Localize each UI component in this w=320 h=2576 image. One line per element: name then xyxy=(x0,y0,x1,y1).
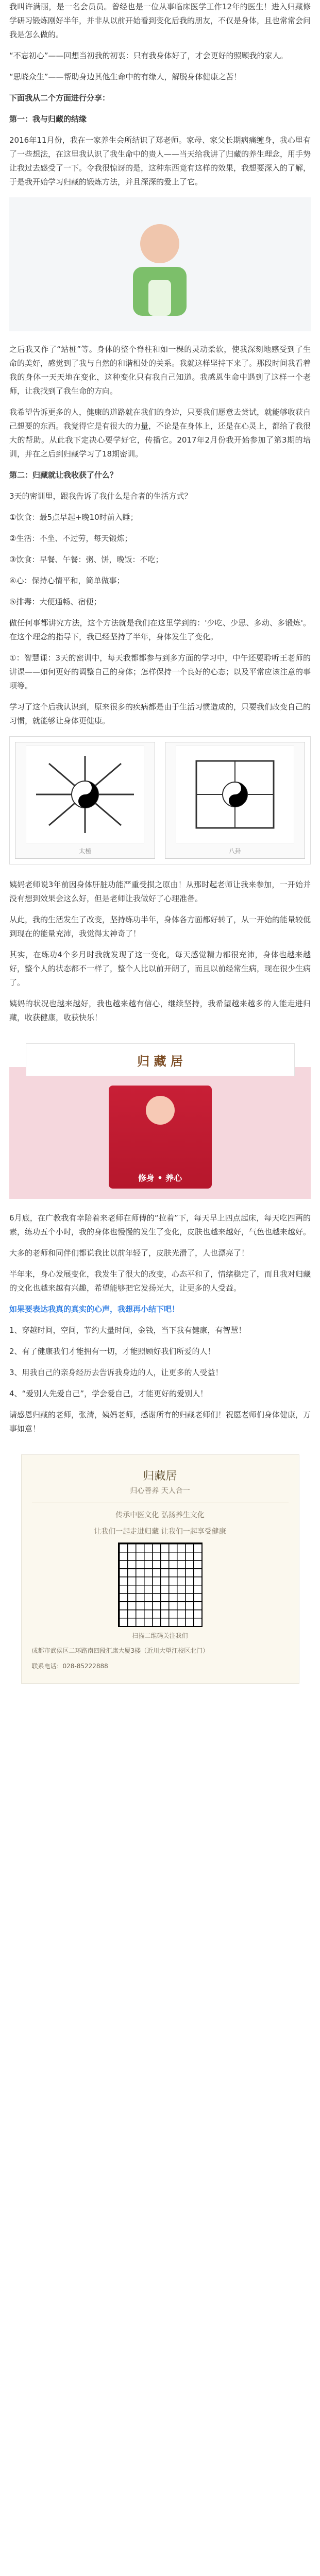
bagua-left xyxy=(15,742,155,859)
portrait-photo xyxy=(9,197,311,331)
section4-heading: 如果要表达我真的真实的心声，我想再小结下吧！ xyxy=(9,1304,180,1314)
meditation-figure xyxy=(109,1086,212,1189)
footer-slogan: 归心善养 天人合一 xyxy=(130,1487,190,1495)
section2-list xyxy=(9,511,311,609)
footer-address: 成都市武侯区二环路南四段汇康大厦3楼（近川大望江校区北门） xyxy=(31,1647,209,1654)
story-paragraph-1: 2016年11月份，我在一家养生会所结识了郑老师。家母、家父长期病痛缠身，我心里有了一些想法，在这里我认识了我生命中的贵人——当天给我讲了归藏的养生理念，用手势让我过去感受了一下。令我很惊讶的是，这种东西竟有这样的效果，我想要深入的了解，于是我开始学习归藏的锻炼方法，并且深深的爱上了它。 xyxy=(9,135,311,187)
meditation-head xyxy=(146,1096,175,1125)
section2-paragraph-3: 学习了这个后我认识到，原来很多的疾病都是由于生活习惯造成的，只要我们改变自己的习惯，就能够让身体更健康。 xyxy=(9,702,311,725)
section2-paragraph-2: ①：智慧课：3天的密训中，每天我都都参与到多方面的学习中，中午还要聆听王老师的讲课——如何更好的调整自己的身体；怎样保持一个良好的心态；以及平常应该注意的事项等。 xyxy=(9,653,311,690)
section4-list-item: 4、“爱别人先爱自己”，学会爱自己，才能更好的爱别人！ xyxy=(9,1389,208,1398)
bagua-figure xyxy=(9,736,311,865)
section3-paragraph-3: 其实，在练功4个多月时我就发现了这一变化，每天感觉精力都很充沛，身体也越来越好，整个人的状态都不一样了，整个人比以前开朗了，而且以前经常生病，现在很少生病了。 xyxy=(9,950,311,987)
qr-code-icon[interactable] xyxy=(118,1543,203,1627)
bagua-left-caption: 太極 xyxy=(79,848,92,855)
banner-sign xyxy=(26,1043,295,1076)
footer-phone: 联系电话：028-85222888 xyxy=(31,1663,108,1670)
story-paragraph-3: 我希望告诉更多的人，健康的道路就在我们的身边，只要我们愿意去尝试，就能够收获自己想要的东西。我觉得它是有很大的力量，不论是在身体上，还是在心灵上，都给了我很大的帮助。从此我下定决心要学好它，传播它。2017年2月份我开始参加了第3期的培训，并在之后到归藏学习了18期密训。 xyxy=(9,408,311,459)
bagua-right-diagram xyxy=(176,745,294,843)
meditation-banner xyxy=(9,1034,311,1199)
section4-paragraph-4: 请感恩归藏的老师，张清，姨妈老师，感谢所有的归藏老师们！祝愿老师们身体健康，万事如意！ xyxy=(9,1410,311,1433)
section2-list-item: ④心：保持心情平和，简单做事； xyxy=(9,576,125,585)
section2-list-item: ③饮食：早餐、午餐：粥、饼，晚饭：不吃； xyxy=(9,555,163,564)
bagua-right-caption: 八卦 xyxy=(228,848,241,855)
section-heading: 下面我从二个方面进行分享： xyxy=(9,93,110,103)
section3-paragraph-4: 姨妈的状况也越来越好，我也越来越有信心，继续坚持，我希望越来越多的人能走进归藏，收获健康，收获快乐！ xyxy=(9,999,311,1022)
footer-card xyxy=(21,1454,299,1684)
footer-line-1: 传承中医文化 弘扬养生文化 xyxy=(115,1511,205,1519)
section2-title: 第二：归藏就让我收获了什么？ xyxy=(9,470,118,480)
section3-paragraph-2: 从此，我的生活发生了改变，坚持练功半年，身体各方面都好转了，从一开始的能量较低到现在的能量充沛，我觉得太神奇了！ xyxy=(9,915,311,938)
banner-sign-text: 归 藏 居 xyxy=(137,1054,183,1069)
section4-list-item: 2、有了健康我们才能拥有一切，才能照顾好我们所爱的人！ xyxy=(9,1347,215,1356)
section4-paragraph-3: 半年来，身心发展变化，我发生了很大的改变，心态平和了，情绪稳定了，而且我对归藏的文化也越来越有兴趣，希望能够把它发扬光大，让更多的人受益。 xyxy=(9,1269,311,1293)
subsection-heading-1: 第一：我与归藏的结缘 xyxy=(9,114,87,124)
bagua-left-diagram xyxy=(26,745,144,843)
section2-list-item: ②生活：不坐、不过劳，每天锻炼； xyxy=(9,534,132,543)
bagua-right xyxy=(165,742,305,859)
intro-paragraph-2: “不忘初心”——回想当初我的初衷：只有我身体好了，才会更好的照顾我的家人。 xyxy=(9,51,288,60)
section2-question: 3天的密训里，跟我告诉了我什么是合者的生活方式？ xyxy=(9,492,192,501)
footer-line-2: 让我们一起走进归藏 让我们一起享受健康 xyxy=(94,1528,226,1536)
section4-paragraph-2: 大多的老师和同伴们都说我比以前年轻了，皮肤光滑了，人也漂亮了！ xyxy=(9,1248,249,1258)
intro-paragraph-3: “思晓众生”——帮助身边其他生命中的有缘人，解脱身体健康之苦！ xyxy=(9,72,242,81)
intro-paragraph-1: 我叫许满丽，是一名会员员。曾经也是一位从事临床医学工作12年的医生！进入归藏修学研习锻炼刚好半年，并非从以前开始看到变化后我的朋友，不仅是身体，且也常常会问我是怎么做的。 xyxy=(9,2,311,39)
section4-paragraph-1: 6月底，在广教我有幸陪着来老师在师傅的“拉着”下，每天早上四点起床，每天吃四两的素，练功五个小时，我的身体也慢慢的发生了变化，皮肤也越来越好，气色也越来越好。 xyxy=(9,1213,311,1236)
section2-list-item: ⑤排毒：大便通畅、宿便； xyxy=(9,597,102,606)
section4-list xyxy=(9,1324,311,1401)
meditation-caption: 修身 • 养心 xyxy=(138,1173,182,1183)
portrait-figure xyxy=(9,197,311,331)
story-paragraph-2: 之后我又作了“站桩”等。身体的整个脊柱和如一棵的灵动柔软，使我深刻地感受到了生命的美好，感觉到了我与自然的和谐相处的关系。我就这样坚持下来了。那段时间我看着我的身体一天天地在变化，这种变化只有我自己知道。我感恩生命中遇到了这样一个老师，让我找到了我生命的方向。 xyxy=(9,345,311,396)
section2-paragraph: 做任何事都讲究方法，这个方法就是我们在这里学到的：'少吃、少思、多动、多锻炼'。在这个理念的指导下，我已经坚持了半年，身体发生了变化。 xyxy=(9,618,311,641)
section2-list-item: ①饮食：最5点早起+晚10时前入睡； xyxy=(9,513,138,522)
section4-list-item: 3、用我自己的亲身经历去告诉我身边的人，让更多的人受益！ xyxy=(9,1368,223,1377)
section4-list-item: 1、穿越时间，空间，节约大量时间，金钱，当下我有健康，有智慧！ xyxy=(9,1326,246,1335)
qr-label: 扫描二维码关注我们 xyxy=(132,1632,188,1639)
section3-paragraph-1: 姨妈老师说3年前因身体肝脏功能严重受损之原由！从那时起老师让我来参加，一开始并没有想到效果会这么好，但是老师让我做好了心理准备。 xyxy=(9,880,311,903)
footer-brand: 归藏居 xyxy=(143,1470,177,1483)
